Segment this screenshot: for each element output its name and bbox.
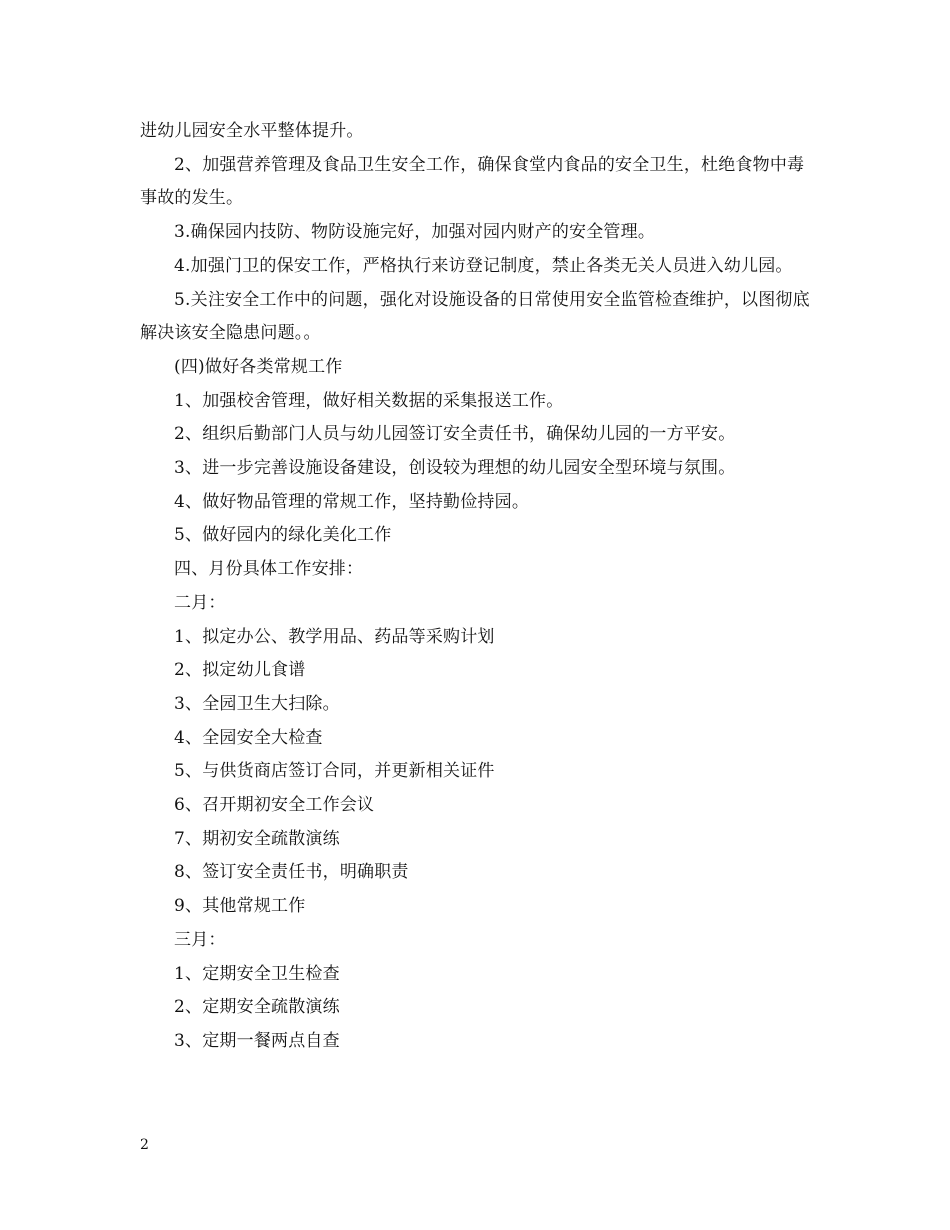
list-item: 5、做好园内的绿化美化工作 — [174, 525, 392, 546]
list-item: 8、签订安全责任书，明确职责 — [174, 862, 409, 883]
section-heading: 四、月份具体工作安排： — [174, 559, 364, 580]
paragraph: 5.关注安全工作中的问题，强化对设施设备的日常使用安全监管检查维护，以图彻底解决该安全隐患问题。。 — [140, 289, 810, 344]
list-item: 3、定期一餐两点自查 — [174, 1030, 340, 1051]
document-body — [140, 115, 820, 1059]
list-item: 2、定期安全疏散演练 — [174, 997, 340, 1018]
month-heading: 二月： — [174, 592, 226, 613]
list-item: 4、做好物品管理的常规工作，坚持勤俭持园。 — [174, 491, 530, 512]
list-item: 1、定期安全卫生检查 — [174, 963, 340, 984]
list-item: 3、全园卫生大扫除。 — [174, 693, 340, 714]
paragraph: 进幼儿园安全水平整体提升。 — [140, 121, 364, 141]
list-item: 1、加强校舍管理，做好相关数据的采集报送工作。 — [174, 390, 564, 411]
paragraph: 3.确保园内技防、物防设施完好，加强对园内财产的安全管理。 — [174, 222, 656, 243]
list-item: 3、进一步完善设施设备建设，创设较为理想的幼儿园安全型环境与氛围。 — [174, 458, 736, 479]
paragraph: 2、加强营养管理及食品卫生安全工作，确保食堂内食品的安全卫生，杜绝食物中毒事故的发生。 — [140, 154, 805, 209]
month-heading: 三月： — [174, 929, 226, 950]
list-item: 5、与供货商店签订合同，并更新相关证件 — [174, 761, 495, 782]
list-item: 1、拟定办公、教学用品、药品等采购计划 — [174, 626, 495, 647]
list-item: 2、组织后勤部门人员与幼儿园签订安全责任书，确保幼儿园的一方平安。 — [174, 424, 736, 445]
paragraph: 4.加强门卫的保安工作，严格执行来访登记制度，禁止各类无关人员进入幼儿园。 — [174, 255, 793, 276]
list-item: 6、召开期初安全工作会议 — [174, 795, 375, 816]
section-heading: (四)做好各类常规工作 — [174, 356, 343, 377]
list-item: 2、拟定幼儿食谱 — [174, 660, 306, 681]
list-item: 9、其他常规工作 — [174, 896, 306, 917]
page-number: 2 — [140, 1137, 149, 1153]
list-item: 7、期初安全疏散演练 — [174, 828, 340, 849]
list-item: 4、全园安全大检查 — [174, 727, 323, 748]
